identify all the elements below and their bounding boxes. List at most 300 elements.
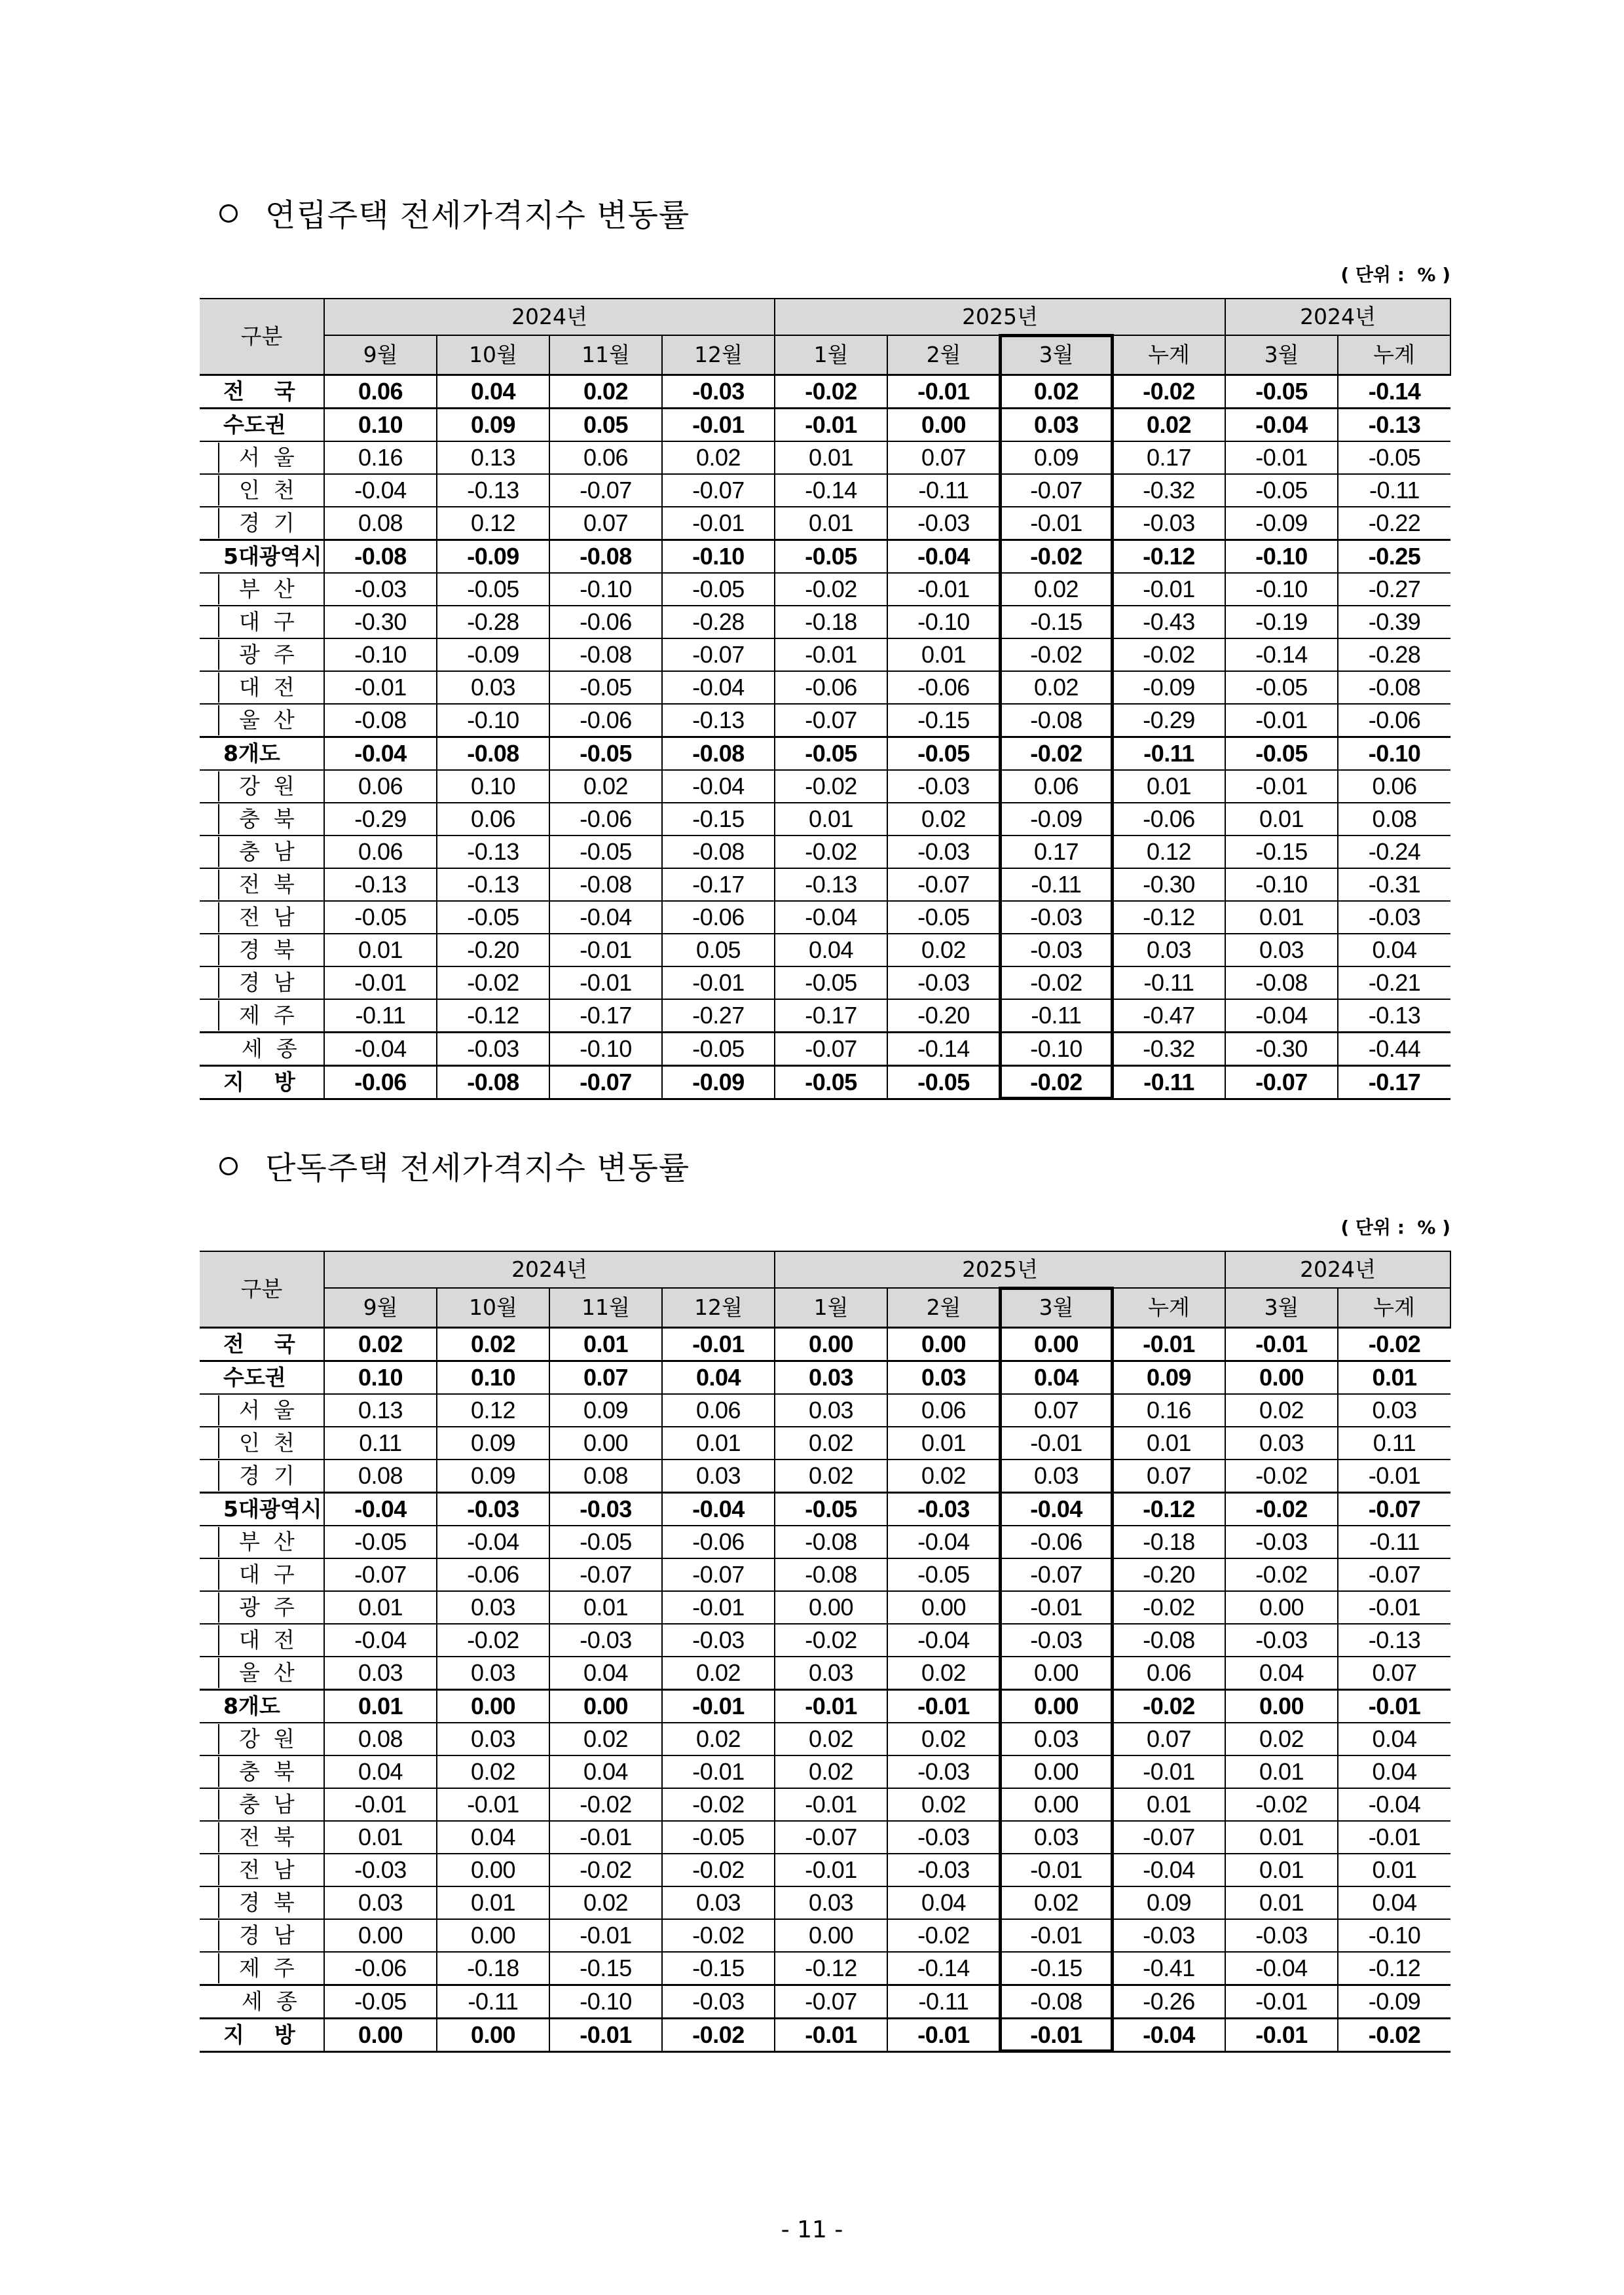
table-cell: -0.10 <box>1338 737 1450 771</box>
table-row <box>200 934 1450 966</box>
table-cell: -0.07 <box>775 704 887 737</box>
table-cell: -0.01 <box>775 1854 887 1886</box>
table-cell: -0.12 <box>1338 1952 1450 1985</box>
table-cell: -0.06 <box>1000 1526 1113 1558</box>
table-cell: -0.03 <box>1225 1919 1338 1952</box>
header-month: 1월 <box>775 335 887 375</box>
table-cell: 0.03 <box>1000 1723 1113 1755</box>
table-cell: -0.03 <box>1225 1526 1338 1558</box>
table-cell: 0.01 <box>1338 1854 1450 1886</box>
table-cell: 0.01 <box>775 441 887 474</box>
table-cell: -0.05 <box>324 1526 437 1558</box>
table-cell: -0.01 <box>662 1328 775 1361</box>
table-cell: -0.02 <box>662 2019 775 2052</box>
table-cell: 0.00 <box>324 1919 437 1952</box>
table-cell: -0.05 <box>549 1526 662 1558</box>
table-cell: -0.03 <box>887 1821 1000 1854</box>
table-cell: 0.04 <box>1225 1657 1338 1690</box>
row-label-text: 충 남 <box>218 837 295 867</box>
table-cell: 0.00 <box>1225 1690 1338 1723</box>
table-cell: 0.06 <box>324 835 437 868</box>
row-label: 전 국 <box>200 375 324 409</box>
row-label-text: 제 주 <box>218 1001 295 1031</box>
table-cell: -0.13 <box>437 474 549 507</box>
table-cell: -0.11 <box>1000 999 1113 1033</box>
table-cell: -0.29 <box>1113 704 1225 737</box>
table-cell: 0.08 <box>1338 803 1450 835</box>
table-cell: -0.11 <box>437 1985 549 2019</box>
table-cell: -0.03 <box>887 770 1000 803</box>
table-cell: -0.13 <box>662 704 775 737</box>
row-label <box>200 999 324 1033</box>
table-cell: -0.01 <box>775 1690 887 1723</box>
table-cell: -0.01 <box>1225 1985 1338 2019</box>
table-cell: 0.01 <box>775 507 887 540</box>
row-label <box>200 1788 324 1821</box>
table-cell: 0.03 <box>324 1657 437 1690</box>
table-cell: 0.02 <box>549 1723 662 1755</box>
table-cell: -0.20 <box>437 934 549 966</box>
table-row <box>200 606 1450 638</box>
table-cell: -0.28 <box>437 606 549 638</box>
table-cell: -0.13 <box>1338 409 1450 442</box>
table-cell: -0.03 <box>324 1854 437 1886</box>
table-cell: 0.05 <box>662 934 775 966</box>
table-cell: -0.05 <box>887 1066 1000 1099</box>
table-cell: -0.12 <box>1113 901 1225 934</box>
table-cell: -0.02 <box>1225 1788 1338 1821</box>
table-cell: -0.13 <box>437 868 549 901</box>
row-label <box>200 1394 324 1427</box>
table-cell: -0.02 <box>1225 1493 1338 1526</box>
table-cell: 0.10 <box>437 1361 549 1395</box>
table-row <box>200 507 1450 540</box>
table-cell: -0.01 <box>887 375 1000 409</box>
table-cell: -0.04 <box>324 474 437 507</box>
header-gubun: 구분 <box>200 299 324 375</box>
table-cell: 0.00 <box>437 1919 549 1952</box>
table-cell: -0.07 <box>1225 1066 1338 1099</box>
table-row <box>200 1460 1450 1493</box>
table-row <box>200 409 1450 442</box>
table-row <box>200 835 1450 868</box>
table-cell: -0.02 <box>775 835 887 868</box>
table-cell: -0.04 <box>324 1624 437 1657</box>
table-cell: -0.01 <box>662 1755 775 1788</box>
table-cell: -0.18 <box>1113 1526 1225 1558</box>
table-cell: 0.01 <box>1225 1854 1338 1886</box>
table-cell: 0.00 <box>775 1328 887 1361</box>
table-cell: 0.04 <box>887 1886 1000 1919</box>
table-cell: 0.04 <box>1338 1755 1450 1788</box>
table-cell: -0.06 <box>775 671 887 704</box>
table-cell: 0.07 <box>887 441 1000 474</box>
table-cell: 0.03 <box>662 1460 775 1493</box>
table-cell: -0.01 <box>1113 1755 1225 1788</box>
table-cell: -0.08 <box>1338 671 1450 704</box>
table-cell: -0.30 <box>1113 868 1225 901</box>
table-cell: -0.08 <box>775 1526 887 1558</box>
table-cell: -0.05 <box>1225 375 1338 409</box>
table-cell: -0.25 <box>1338 540 1450 574</box>
table-cell: -0.02 <box>437 1624 549 1657</box>
table-cell: -0.01 <box>887 2019 1000 2052</box>
row-label-text: 충 남 <box>218 1790 295 1820</box>
table-cell: -0.05 <box>324 901 437 934</box>
table-cell: -0.02 <box>775 770 887 803</box>
table-cell: 0.03 <box>775 1886 887 1919</box>
table-cell: -0.12 <box>437 999 549 1033</box>
table-cell: -0.04 <box>1225 1952 1338 1985</box>
table-cell: -0.01 <box>324 966 437 999</box>
table-cell: 0.07 <box>549 507 662 540</box>
header-month: 9월 <box>324 1288 437 1328</box>
table-cell: -0.10 <box>1225 573 1338 606</box>
table-row <box>200 868 1450 901</box>
table-cell: 0.04 <box>437 375 549 409</box>
circle-bullet-icon <box>219 1157 238 1175</box>
table-cell: 0.04 <box>324 1755 437 1788</box>
table-cell: -0.03 <box>887 966 1000 999</box>
table-cell: -0.04 <box>1338 1788 1450 1821</box>
table-cell: -0.05 <box>662 573 775 606</box>
section-title-text: 연립주택 전세가격지수 변동률 <box>265 197 690 234</box>
table-cell: -0.47 <box>1113 999 1225 1033</box>
table-cell: 0.13 <box>437 441 549 474</box>
table-cell: 0.00 <box>887 1328 1000 1361</box>
table-cell: -0.15 <box>1000 606 1113 638</box>
header-month: 누계 <box>1338 1288 1450 1328</box>
table-cell: 0.03 <box>1338 1394 1450 1427</box>
table-cell: 0.02 <box>1000 573 1113 606</box>
table-cell: -0.01 <box>662 507 775 540</box>
table-cell: -0.02 <box>549 1854 662 1886</box>
table-cell: -0.05 <box>887 1558 1000 1591</box>
table-cell: -0.17 <box>549 999 662 1033</box>
table-cell: 0.02 <box>662 441 775 474</box>
table-cell: -0.05 <box>1225 737 1338 771</box>
row-label-text: 경 기 <box>218 1461 295 1491</box>
table-cell: -0.04 <box>1225 409 1338 442</box>
table-cell: 0.08 <box>324 1723 437 1755</box>
table-cell: -0.03 <box>887 1755 1000 1788</box>
table-cell: -0.10 <box>1225 868 1338 901</box>
table-row <box>200 1066 1450 1099</box>
table-row <box>200 1723 1450 1755</box>
table-cell: -0.01 <box>549 1821 662 1854</box>
table-cell: -0.02 <box>1113 375 1225 409</box>
header-year-group: 2024년 <box>1225 299 1450 335</box>
header-month: 9월 <box>324 335 437 375</box>
table-cell: -0.15 <box>1225 835 1338 868</box>
table-row <box>200 540 1450 574</box>
table-cell: -0.10 <box>1225 540 1338 574</box>
row-label: 5대광역시 <box>200 540 324 574</box>
table-cell: 0.01 <box>1113 1788 1225 1821</box>
table-cell: -0.04 <box>775 901 887 934</box>
table-cell: -0.04 <box>437 1526 549 1558</box>
table-cell: -0.05 <box>887 901 1000 934</box>
table-cell: -0.06 <box>1338 704 1450 737</box>
table-cell: -0.29 <box>324 803 437 835</box>
table-cell: -0.03 <box>549 1493 662 1526</box>
table-cell: -0.02 <box>887 1919 1000 1952</box>
table-cell: -0.07 <box>1000 474 1113 507</box>
table-cell: -0.03 <box>1000 901 1113 934</box>
table-cell: -0.07 <box>1113 1821 1225 1854</box>
table-cell: -0.05 <box>549 835 662 868</box>
table-cell: -0.03 <box>1113 507 1225 540</box>
table-cell: 0.16 <box>324 441 437 474</box>
table-cell: 0.09 <box>549 1394 662 1427</box>
row-label <box>200 638 324 671</box>
table-cell: -0.01 <box>1338 1591 1450 1624</box>
table-cell: 0.00 <box>324 2019 437 2052</box>
table-cell: -0.04 <box>887 540 1000 574</box>
table-cell: 0.07 <box>549 1361 662 1395</box>
row-label <box>200 1952 324 1985</box>
row-label-text: 광 주 <box>218 640 295 670</box>
row-label-text: 울 산 <box>218 705 295 735</box>
table-cell: -0.10 <box>549 573 662 606</box>
table-cell: -0.01 <box>775 409 887 442</box>
page-number: - 11 - <box>781 2216 843 2243</box>
table-cell: 0.01 <box>324 1690 437 1723</box>
row-label <box>200 770 324 803</box>
table-cell: -0.01 <box>437 1788 549 1821</box>
table-cell: 0.09 <box>1113 1361 1225 1395</box>
table-cell: 0.02 <box>887 1788 1000 1821</box>
table-cell: -0.01 <box>1338 1690 1450 1723</box>
table-cell: -0.21 <box>1338 966 1450 999</box>
table-cell: 0.02 <box>324 1328 437 1361</box>
table-cell: -0.08 <box>549 540 662 574</box>
row-label: 세 종 <box>200 1033 324 1066</box>
row-label <box>200 507 324 540</box>
table-cell: 0.00 <box>437 1690 549 1723</box>
row-label: 8개도 <box>200 1690 324 1723</box>
table-cell: -0.06 <box>662 901 775 934</box>
row-label <box>200 704 324 737</box>
row-label <box>200 573 324 606</box>
table-cell: -0.07 <box>775 1985 887 2019</box>
table-cell: 0.02 <box>887 1723 1000 1755</box>
table-row <box>200 2019 1450 2052</box>
table-cell: 0.02 <box>1000 671 1113 704</box>
table-row <box>200 1328 1450 1361</box>
header-year-group: 2025년 <box>775 299 1225 335</box>
table-cell: -0.09 <box>1338 1985 1450 2019</box>
table-cell: 0.01 <box>1113 1427 1225 1460</box>
header-year-group: 2024년 <box>1225 1251 1450 1288</box>
table-cell: -0.02 <box>1000 1066 1113 1099</box>
table-cell: -0.07 <box>1000 1558 1113 1591</box>
table-cell: 0.06 <box>324 375 437 409</box>
table-cell: 0.07 <box>1113 1460 1225 1493</box>
table-cell: -0.06 <box>549 803 662 835</box>
table-cell: -0.07 <box>549 1066 662 1099</box>
table-cell: -0.04 <box>324 1493 437 1526</box>
table-cell: -0.10 <box>887 606 1000 638</box>
table-row <box>200 1690 1450 1723</box>
table-cell: -0.07 <box>662 474 775 507</box>
table-cell: -0.06 <box>887 671 1000 704</box>
table-cell: 0.03 <box>324 1886 437 1919</box>
table-cell: -0.09 <box>1000 803 1113 835</box>
table-cell: 0.03 <box>1000 409 1113 442</box>
table-cell: 0.00 <box>549 1427 662 1460</box>
table-cell: 0.06 <box>324 770 437 803</box>
table-row <box>200 1624 1450 1657</box>
section-title <box>219 1143 690 1188</box>
table-cell: -0.01 <box>1000 1919 1113 1952</box>
table-cell: -0.06 <box>324 1066 437 1099</box>
table-cell: 0.12 <box>437 1394 549 1427</box>
table-cell: 0.01 <box>1338 1361 1450 1395</box>
table-cell: -0.14 <box>887 1033 1000 1066</box>
table-cell: -0.04 <box>1113 1854 1225 1886</box>
table-cell: -0.09 <box>662 1066 775 1099</box>
table-cell: 0.02 <box>437 1328 549 1361</box>
table-cell: 0.03 <box>437 671 549 704</box>
table-cell: -0.02 <box>662 1788 775 1821</box>
table-cell: -0.01 <box>549 966 662 999</box>
table-cell: 0.05 <box>549 409 662 442</box>
table-row <box>200 1821 1450 1854</box>
row-label-text: 대 구 <box>218 607 295 637</box>
table-cell: 0.02 <box>775 1427 887 1460</box>
table-cell: 0.01 <box>437 1886 549 1919</box>
table-cell: -0.07 <box>662 1558 775 1591</box>
row-label <box>200 1854 324 1886</box>
table-cell: -0.02 <box>1338 2019 1450 2052</box>
table-cell: -0.14 <box>1338 375 1450 409</box>
table-cell: 0.10 <box>324 409 437 442</box>
table-cell: -0.02 <box>1225 1460 1338 1493</box>
table-cell: -0.10 <box>324 638 437 671</box>
table-cell: -0.05 <box>324 1985 437 2019</box>
unit-label: ( 단위 : % ) <box>1340 1217 1450 1238</box>
table-cell: 0.01 <box>324 934 437 966</box>
table-cell: 0.04 <box>1338 1723 1450 1755</box>
table-cell: 0.00 <box>1000 1755 1113 1788</box>
table-cell: -0.04 <box>324 737 437 771</box>
table-cell: 0.09 <box>437 1427 549 1460</box>
table-row <box>200 441 1450 474</box>
table-cell: 0.07 <box>1338 1657 1450 1690</box>
table-cell: 0.02 <box>1113 409 1225 442</box>
table-cell: -0.09 <box>1225 507 1338 540</box>
row-label: 전 국 <box>200 1328 324 1361</box>
table-cell: -0.02 <box>1113 638 1225 671</box>
table-cell: 0.01 <box>775 803 887 835</box>
table-cell: -0.13 <box>437 835 549 868</box>
table-cell: -0.05 <box>775 540 887 574</box>
table-cell: 0.01 <box>887 1427 1000 1460</box>
table-cell: -0.13 <box>775 868 887 901</box>
table-cell: -0.01 <box>1000 2019 1113 2052</box>
table-cell: -0.03 <box>437 1033 549 1066</box>
table-cell: 0.06 <box>1000 770 1113 803</box>
table-cell: -0.03 <box>1338 901 1450 934</box>
table-row <box>200 1361 1450 1395</box>
table-cell: -0.03 <box>887 1493 1000 1526</box>
table-cell: -0.01 <box>1225 770 1338 803</box>
table-cell: -0.02 <box>549 1788 662 1821</box>
table-cell: 0.01 <box>1225 901 1338 934</box>
table-cell: -0.08 <box>437 737 549 771</box>
row-label <box>200 966 324 999</box>
table-cell: -0.27 <box>662 999 775 1033</box>
row-label-text: 인 천 <box>218 1428 295 1458</box>
table-cell: 0.04 <box>775 934 887 966</box>
table-cell: -0.06 <box>662 1526 775 1558</box>
table-cell: -0.03 <box>324 573 437 606</box>
table-row <box>200 1854 1450 1886</box>
table-cell: 0.03 <box>1113 934 1225 966</box>
table-row <box>200 1033 1450 1066</box>
table-cell: -0.05 <box>775 737 887 771</box>
table-cell: 0.02 <box>887 1460 1000 1493</box>
table-cell: -0.01 <box>887 573 1000 606</box>
table-cell: 0.07 <box>1000 1394 1113 1427</box>
table-cell: -0.08 <box>1225 966 1338 999</box>
row-label-text: 전 남 <box>218 902 295 932</box>
table-cell: 0.01 <box>887 638 1000 671</box>
table-cell: -0.08 <box>549 638 662 671</box>
table-cell: -0.07 <box>775 1821 887 1854</box>
table-cell: -0.08 <box>324 704 437 737</box>
table-cell: -0.01 <box>775 2019 887 2052</box>
table-row <box>200 1526 1450 1558</box>
table-cell: -0.03 <box>662 1624 775 1657</box>
table-row <box>200 573 1450 606</box>
data-table <box>200 1251 1451 2053</box>
header-month: 3월 <box>1000 335 1113 375</box>
header-month: 12월 <box>662 335 775 375</box>
row-label <box>200 1591 324 1624</box>
header-month: 10월 <box>437 1288 549 1328</box>
table-cell: -0.01 <box>1113 573 1225 606</box>
table-row <box>200 966 1450 999</box>
table-cell: -0.05 <box>662 1821 775 1854</box>
row-label: 수도권 <box>200 409 324 442</box>
table-cell: -0.05 <box>549 671 662 704</box>
table-cell: -0.08 <box>1000 704 1113 737</box>
table-cell: -0.01 <box>549 1919 662 1952</box>
row-label-text: 제 주 <box>218 1953 295 1983</box>
header-month: 누계 <box>1338 335 1450 375</box>
table-row <box>200 1886 1450 1919</box>
table-cell: -0.07 <box>887 868 1000 901</box>
table-cell: -0.04 <box>1000 1493 1113 1526</box>
table-cell: -0.06 <box>1113 803 1225 835</box>
table-cell: -0.07 <box>1338 1558 1450 1591</box>
table-cell: -0.10 <box>1000 1033 1113 1066</box>
table-cell: 0.01 <box>1225 1886 1338 1919</box>
table-cell: -0.09 <box>1113 671 1225 704</box>
table-cell: -0.15 <box>887 704 1000 737</box>
table-cell: -0.02 <box>1000 966 1113 999</box>
section-detached <box>200 1136 1450 2053</box>
table-cell: -0.18 <box>775 606 887 638</box>
table-cell: 0.12 <box>1113 835 1225 868</box>
table-cell: -0.01 <box>1338 1460 1450 1493</box>
row-label-text: 경 남 <box>218 968 295 998</box>
table-cell: 0.00 <box>775 1919 887 1952</box>
header-year-group: 2025년 <box>775 1251 1225 1288</box>
row-label-text: 충 북 <box>218 804 295 834</box>
